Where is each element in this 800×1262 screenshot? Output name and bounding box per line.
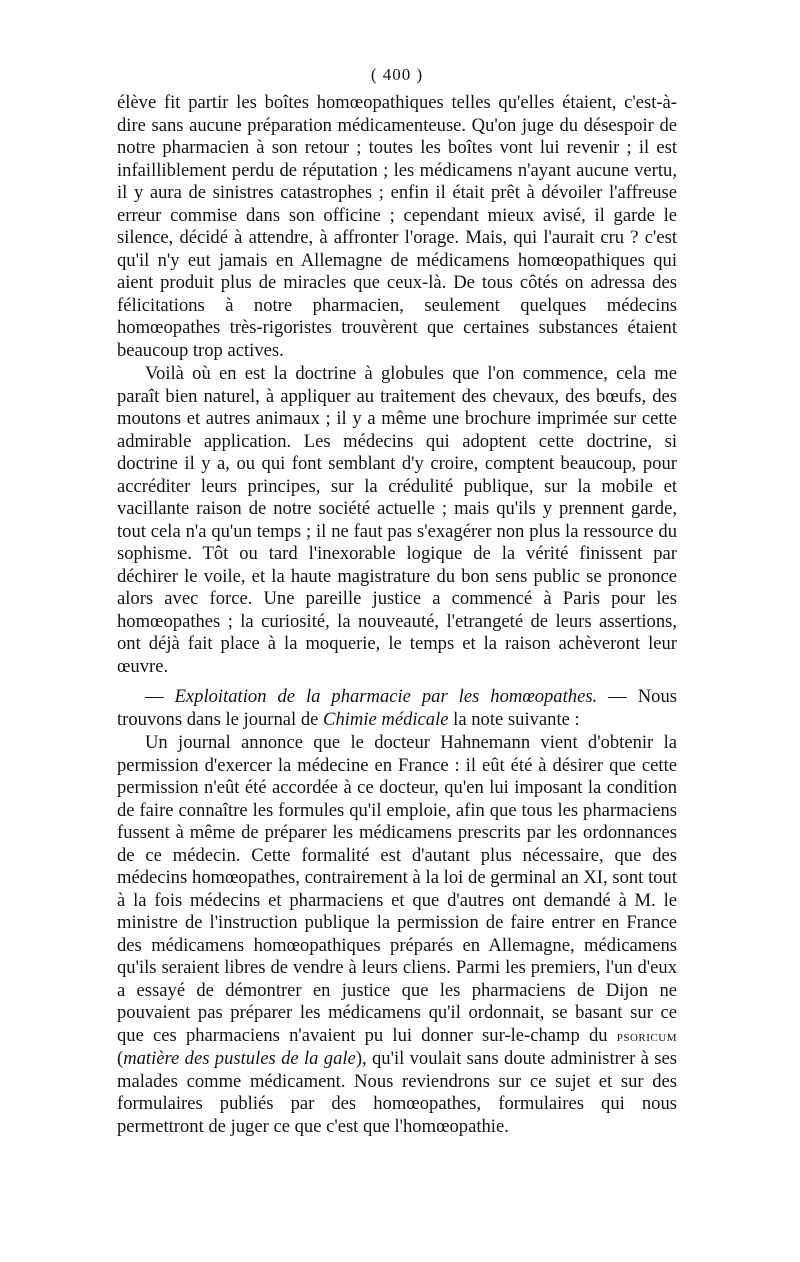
section-title: Exploitation de la pharmacie par les homœopathes. <box>174 686 598 707</box>
section-intro-text: — Nous trouvons dans le journal de <box>117 686 677 730</box>
section-heading-paragraph <box>117 686 677 731</box>
quoted-note-text-c: ), qu'il voulait sans doute administrer à ses malades comme médicament. Nous reviendrons sur ce sujet et sur des formulaires publiés par des homœopathes, formulaires qui nous permettront de juger ce que c'est que l'homœopathie. <box>117 1048 677 1137</box>
journal-name: Chimie médicale <box>323 708 449 730</box>
page-number: ( 400 ) <box>370 65 424 84</box>
book-page <box>117 64 677 1138</box>
gale-gloss: matière des pustules de la gale <box>123 1048 356 1069</box>
section-intro-tail: la note suivante : <box>448 708 580 730</box>
paragraph-pharmacist-story: élève fit partir les boîtes homœopathiques telles qu'elles étaient, c'est-à-dire sans aucune préparation médicamenteuse. Qu'on juge du désespoir de notre pharmacien à son retour ; toutes les boîtes vont lui revenir ; il est infailliblement perdu de réputation ; les médicamens n'ayant aucune vertu, il y aura de sinistres catastrophes ; enfin il était prêt à dévoiler l'affreuse erreur commise dans son officine ; cependant mieux avisé, il garde le silence, décidé à attendre, à affronter l'orage. Mais, qui l'aurait cru ? c'est qu'il n'y eut jamais en Allemagne de médicamens homœopathiques qui aient produit plus de miracles que ceux-là. De tous côtés on adressa des félicitations à notre pharmacien, seulement quelques médecins homœopathes très-rigoristes trouvèrent que certaines substances étaient beaucoup trop actives. <box>117 92 677 361</box>
section-dash: — <box>145 686 175 707</box>
quoted-note-text-b: ( <box>117 1048 124 1069</box>
quoted-note-text-a: Un journal annonce que le docteur Hahnemann vient d'obtenir la permission d'exercer la médecine en France : il eût été à désirer que cette permission n'eût été accordée à ce docteur, qu'en lui imposant la condition de faire connaître les formules qu'il emploie, afin que tous les pharmaciens fussent à même de préparer les médicamens prescrits par les ordonnances de ce médecin. Cette formalité est d'autant plus nécessaire, que des médecins homœopathes, contrairement à la loi de germinal an XI, sont tout à la fois médecins et pharmaciens et que d'autres ont demandé à M. le ministre de l'instruction publique la permission de faire entrer en France des médicamens homœopathiques préparés en Allemagne, médicamens qu'ils seraient libres de vendre à leurs cliens. Parmi les premiers, l'un d'eux a essayé de démontrer en justice que les pharmaciens de Dijon ne pouvaient pas préparer les médicamens qu'il ordonnait, se basant sur ce que ces pharmaciens n'avaient pu lui donner sur-le-champ du <box>117 732 677 1046</box>
psoricum-term: psoricum <box>616 1028 677 1045</box>
paragraph-quoted-note <box>117 732 677 1138</box>
paragraph-globule-doctrine: Voilà où en est la doctrine à globules que l'on commence, cela me paraît bien naturel, à appliquer au traitement des chevaux, des bœufs, des moutons et autres animaux ; il y a même une brochure imprimée sur cette admirable application. Les médecins qui adoptent cette doctrine, si doctrine il y a, ou qui font semblant d'y croire, comptent beaucoup, pour accréditer leurs principes, sur la crédulité publique, sur la mobile et vacillante raison de notre société actuelle ; mais qu'ils y prennent garde, tout cela n'a qu'un temps ; il ne faut pas s'exagérer non plus la ressource du sophisme. Tôt ou tard l'inexorable logique de la vérité finissent par déchirer le voile, et la haute magistrature du bon sens public se prononce alors avec force. Une pareille justice a commencé à Paris pour les homœopathes ; la curiosité, la nouveauté, l'etrangeté de leurs assertions, ont déjà fait place à la moquerie, le temps et la raison achèveront leur œuvre. <box>117 363 677 677</box>
